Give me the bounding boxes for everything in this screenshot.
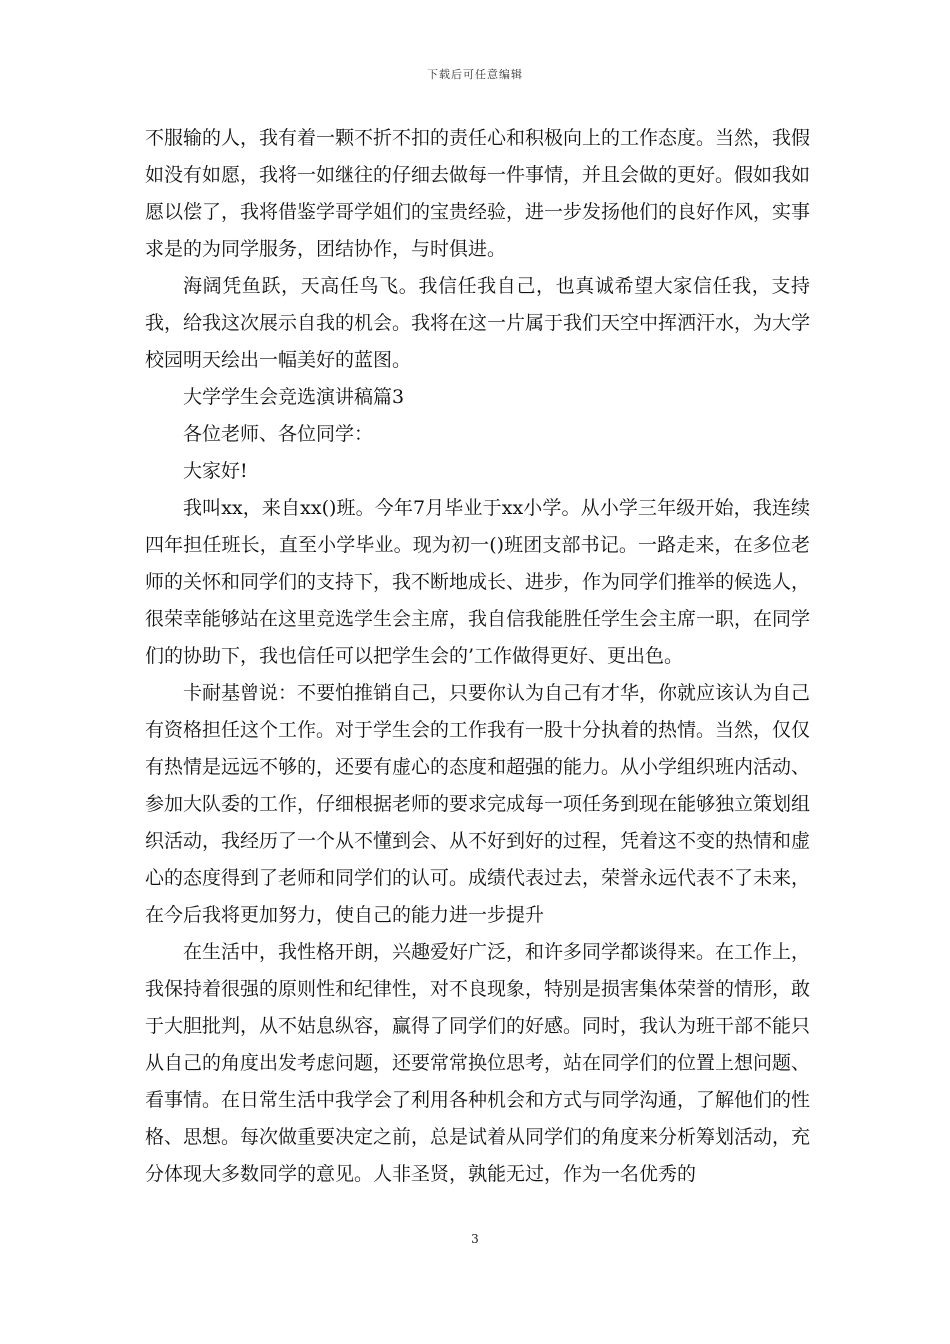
- document-body: [145, 120, 810, 1193]
- section-heading: 大学学生会竞选演讲稿篇3: [183, 386, 405, 408]
- salutation: 各位老师、各位同学：: [183, 423, 374, 445]
- page-header-note: 下载后可任意编辑: [427, 68, 523, 81]
- paragraph-closing: 海阔凭鱼跃，天高任鸟飞。我信任我自己，也真诚希望大家信任我，支持我，给我这次展示自我的机会。我将在这一片属于我们天空中挥洒汗水，为大学校园明天绘出一幅美好的蓝图。: [145, 275, 811, 371]
- paragraph-continuation: 不服输的人，我有着一颗不折不扣的责任心和积极向上的工作态度。当然，我假如没有如愿，我将一如继往的仔细去做每一件事情，并且会做的更好。假如我如愿以偿了，我将借鉴学哥学姐们的宝贵经验，进一步发扬他们的良好作风，实事求是的为同学服务，团结协作，与时俱进。: [145, 127, 811, 260]
- paragraph-introduction: 我叫xx，来自xx()班。今年7月毕业于xx小学。从小学三年级开始，我连续四年担任班长，直至小学毕业。现为初一()班团支部书记。一路走来，在多位老师的关怀和同学们的支持下，我不断地成长、进步，作为同学们推举的候选人，很荣幸能够站在这里竞选学生会主席，我自信我能胜任学生会主席一职，在同学们的协助下，我也信任可以把学生会的’工作做得更好、更出色。: [145, 497, 811, 667]
- greeting: 大家好!: [183, 460, 248, 482]
- paragraph-life: 在生活中，我性格开朗，兴趣爱好广泛，和许多同学都谈得来。在工作上，我保持着很强的原则性和纪律性，对不良现象，特别是损害集体荣誉的情形，敢于大胆批判，从不姑息纵容，赢得了同学们的好感。同时，我认为班干部不能只从自己的角度出发考虑问题，还要常常换位思考，站在同学们的位置上想问题、看事情。在日常生活中我学会了利用各种机会和方式与同学沟通，了解他们的性格、思想。每次做重要决定之前，总是试着从同学们的角度来分析筹划活动，充分体现大多数同学的意见。人非圣贤，孰能无过，作为一名优秀的: [145, 941, 811, 1185]
- page-number: 3: [471, 1232, 479, 1246]
- paragraph-carnegie: 卡耐基曾说：不要怕推销自己，只要你认为自己有才华，你就应该认为自己有资格担任这个工作。对于学生会的工作我有一股十分执着的热情。当然，仅仅有热情是远远不够的，还要有虚心的态度和超强的能力。从小学组织班内活动、参加大队委的工作，仔细根据老师的要求完成每一项任务到现在能够独立策划组织活动，我经历了一个从不懂到会、从不好到好的过程，凭着这不变的热情和虚心的态度得到了老师和同学们的认可。成绩代表过去，荣誉永远代表不了未来，在今后我将更加努力，使自己的能力进一步提升: [145, 682, 811, 926]
